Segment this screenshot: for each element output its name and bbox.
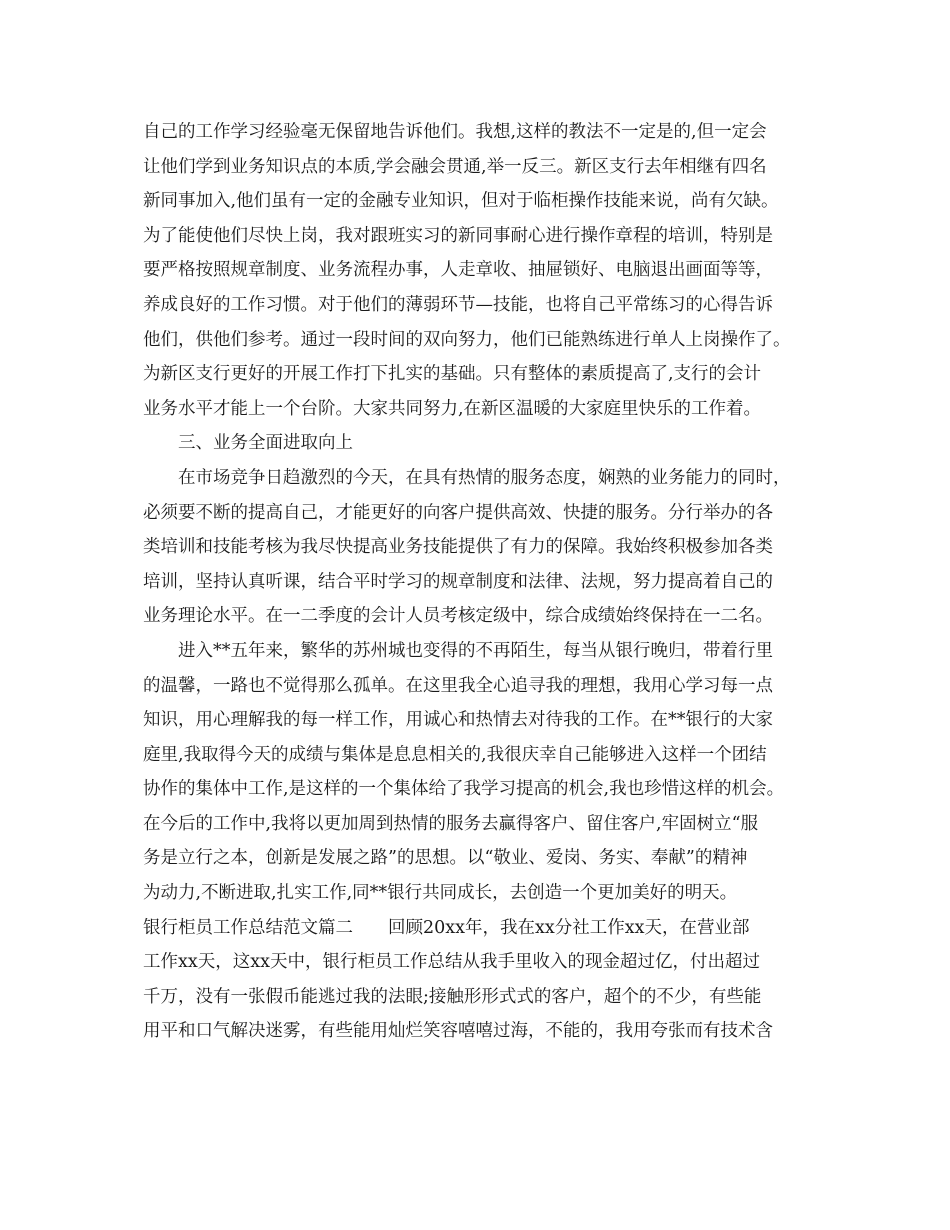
- section-heading: 三、业务全面进取向上: [178, 433, 353, 454]
- text-line: 在今后的工作中,我将以更加周到热情的服务去赢得客户、留住客户,牢固树立“服: [143, 813, 759, 834]
- text-line: 的温馨，一路也不觉得那么孤单。在这里我全心追寻我的理想，我用心学习每一点: [143, 675, 773, 696]
- text-line: 工作xx天，这xx天中，银行柜员工作总结从我手里收入的现金超过亿，付出超过: [143, 952, 760, 973]
- text-line: 银行柜员工作总结范文篇二 回顾20xx年，我在xx分社工作xx天，在营业部: [143, 917, 750, 938]
- text-line: 必须要不断的提高自己，才能更好的向客户提供高效、快捷的服务。分行举办的各: [143, 502, 773, 523]
- text-line: 在市场竞争日趋激烈的今天，在具有热情的服务态度，娴熟的业务能力的同时，: [178, 467, 791, 488]
- text-line: 培训，坚持认真听课，结合平时学习的规章制度和法律、法规，努力提高着自己的: [143, 571, 773, 592]
- text-line: 为了能使他们尽快上岗，我对跟班实习的新同事耐心进行操作章程的培训，特别是: [143, 225, 773, 246]
- text-line: 协作的集体中工作,是这样的一个集体给了我学习提高的机会,我也珍惜这样的机会。: [143, 779, 785, 800]
- text-line: 为新区支行更好的开展工作打下扎实的基础。只有整体的素质提高了,支行的会计: [143, 364, 762, 385]
- text-line: 庭里,我取得今天的成绩与集体是息息相关的,我很庆幸自己能够进入这样一个团结: [143, 744, 767, 765]
- text-line: 他们，供他们参考。通过一段时间的双向努力，他们已能熟练进行单人上岗操作了。: [143, 329, 791, 350]
- text-line: 要严格按照规章制度、业务流程办事，人走章收、抽屉锁好、电脑退出画面等等，: [143, 260, 773, 281]
- text-line: 务是立行之本，创新是发展之路”的思想。以“敬业、爱岗、务实、奉献”的精神: [143, 848, 748, 869]
- text-line: 新同事加入,他们虽有一定的金融专业知识，但对于临柜操作技能来说，尚有欠缺。: [143, 191, 779, 212]
- text-line: 自己的工作学习经验毫无保留地告诉他们。我想,这样的教法不一定是的,但一定会: [143, 122, 767, 142]
- text-line: 知识，用心理解我的每一样工作，用诚心和热情去对待我的工作。在**银行的大家: [143, 710, 773, 731]
- document-body: [143, 115, 833, 1049]
- text-line: 让他们学到业务知识点的本质,学会融会贯通,举一反三。新区支行去年相继有四名: [143, 156, 767, 177]
- text-line: 为动力,不断进取,扎实工作,同**银行共同成长，去创造一个更加美好的明天。: [143, 883, 738, 904]
- text-line: 业务水平才能上一个台阶。大家共同努力,在新区温暖的大家庭里快乐的工作着。: [143, 398, 762, 419]
- text-line: 类培训和技能考核为我尽快提高业务技能提供了有力的保障。我始终积极参加各类: [143, 537, 773, 558]
- text-line: 用平和口气解决迷雾，有些能用灿烂笑容嘻嘻过海，不能的，我用夸张而有技术含: [143, 1021, 773, 1042]
- text-line: 养成良好的工作习惯。对于他们的薄弱环节—技能，也将自己平常练习的心得告诉: [143, 294, 773, 315]
- text-line: 千万，没有一张假币能逃过我的法眼;接触形形式式的客户，超个的不少，有些能: [143, 986, 762, 1007]
- text-line: 进入**五年来，繁华的苏州城也变得的不再陌生，每当从银行晚归，带着行里: [178, 640, 773, 661]
- text-line: 业务理论水平。在一二季度的会计人员考核定级中，综合成绩始终保持在一二名。: [143, 606, 773, 627]
